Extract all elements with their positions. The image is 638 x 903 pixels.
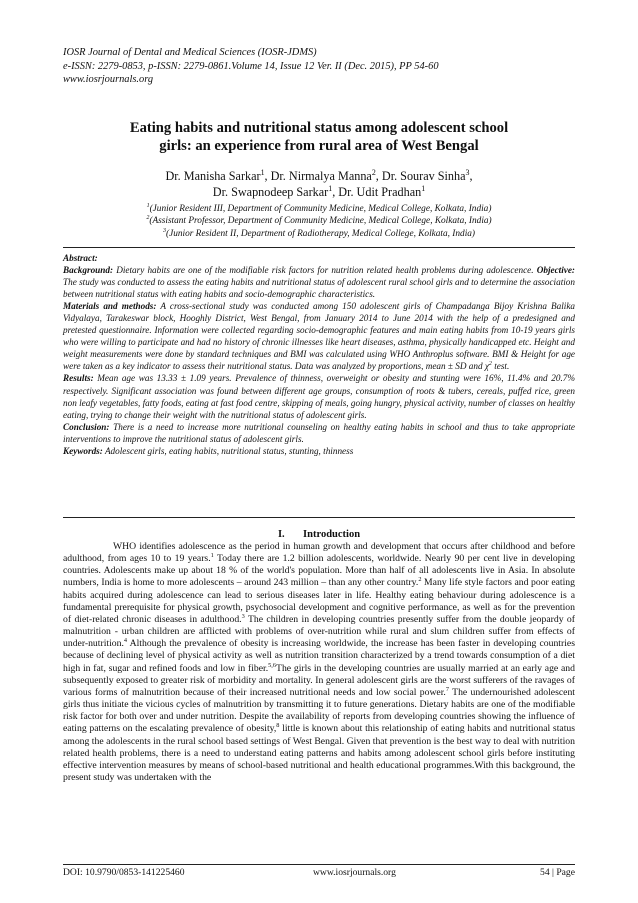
affiliations xyxy=(63,203,575,240)
abstract-text: Dietary habits are one of the modifiable risk factors for nutrition related health problems during adolescence. xyxy=(113,265,537,276)
affiliation-text: (Junior Resident II, Department of Radiotherapy, Medical College, Kolkata, India) xyxy=(165,228,476,239)
footer-rule xyxy=(63,864,575,865)
abstract-conclusion xyxy=(63,421,575,445)
author-name: , Dr. Nirmalya Manna xyxy=(264,169,372,183)
author-line-1 xyxy=(63,168,575,184)
abstract-text: The study was conducted to assess the eating habits and nutritional status of adolescent rural school girls and to determine the association between nutritional status with eating habits and socio-demographic characteristics. xyxy=(63,277,575,300)
affil-mark: 2 xyxy=(146,215,150,222)
journal-site: www.iosrjournals.org xyxy=(313,867,396,878)
page-footer xyxy=(63,866,575,880)
author-sep: , xyxy=(469,169,473,183)
citation: 1 xyxy=(210,551,214,559)
abstract xyxy=(63,252,575,457)
affil-mark: 1 xyxy=(260,167,265,177)
body-text: The undernourished adolescent girls thus initiate the vicious cycles of malnutrition by transmitting it to future generations. Dietary habits are one of the modifiable risk factor for both over and under nutrition. Despite the availability of reports from developing countries showing the influence of eating patterns on the escalating prevalence of obesity, xyxy=(63,686,575,735)
abstract-text: A cross-sectional study was conducted among 150 adolescent girls of Champadanga Bijoy Krishna Balika Vidyalaya, Tarakeswar block, Hooghly District, West Bengal, from January 2014 to June 2014 with the help of a predesigned and pretested questionnaire. Information were collected regarding socio-demographic features and main eating habits from 10-19 years girls who were willing to participate and had no history of chronic illnesses like heart diseases, asthma, physically handicapped etc. Height and weight measurements were done by standard techniques and BMI was calculated using WHO Anthroplus software. BMI & Height for age were taken as a key indicator to assess their nutritional status. Data was analyzed by proportions, mean ± SD and χ xyxy=(63,301,575,372)
abstract-label: Background: xyxy=(63,265,114,276)
affiliation-1 xyxy=(63,203,575,215)
affil-mark: 3 xyxy=(162,227,166,234)
citation: 3 xyxy=(241,612,245,620)
abstract-background xyxy=(63,264,575,300)
journal-header xyxy=(63,46,583,87)
citation: 7 xyxy=(445,685,450,693)
author-name: Dr. Manisha Sarkar xyxy=(165,169,261,183)
author-name: Dr. Swapnodeep Sarkar xyxy=(212,185,329,199)
affil-mark: 1 xyxy=(421,183,426,193)
abstract-label: Results: xyxy=(63,373,94,384)
abstract-heading: Abstract: xyxy=(63,253,98,263)
title-line-2: girls: an experience from rural area of West Bengal xyxy=(159,137,479,154)
section-heading xyxy=(63,528,575,541)
body-text: Today there are 1.2 billion adolescents, worldwide. Nearly 90 per cent live in developing countries. Adolescents make up about 18 % of the world's population. More than half of all adolescents live in Asia. In absolute numbers, India is home to more adolescents – around 243 million – than any other country. xyxy=(63,553,576,589)
section-title-text: Introduction xyxy=(303,529,361,540)
journal-name: IOSR Journal of Dental and Medical Sciences (IOSR-JDMS) xyxy=(63,47,317,58)
page-number: 54 | Page xyxy=(540,867,575,878)
affil-mark: 3 xyxy=(465,167,470,177)
abstract-label: Materials and methods: xyxy=(63,301,157,312)
doi: DOI: 10.9790/0853-141225460 xyxy=(63,867,185,878)
journal-website: www.iosrjournals.org xyxy=(63,74,154,86)
affil-mark: 1 xyxy=(146,202,150,209)
body-text: Many life style factors and poor eating habits acquired during adolescence can lead to serious diseases later in life. Healthy eating behaviour during adolescence is a fundamental prerequisite for physical growth, psychosocial development and cognitive performance, as well as for the prevention of diet-related chronic diseases in adulthood. xyxy=(63,577,575,625)
affil-mark: 2 xyxy=(371,167,376,177)
abstract-results xyxy=(63,372,575,420)
body-text: The girls in the developing countries are usually married at an early age and subsequently exposed to greater risk of morbidity and mortality. In general adolescent girls are the worst sufferers of the ravages of various forms of malnutrition because of their increased nutritional needs and low social power. xyxy=(63,662,575,698)
introduction-body xyxy=(63,541,575,784)
abstract-label: Conclusion: xyxy=(63,421,110,432)
abstract-label: Keywords: xyxy=(63,445,103,456)
chi-square-exponent: 2 xyxy=(488,361,492,368)
citation: 4 xyxy=(123,637,128,645)
body-text: Although the prevalence of obesity is increasing worldwide, the increase has been faster in developing countries because of declining level of physical activity as well as nutrition transition characterized by a trend towards consumption of a diet high in fat, sugar and refined foods and low in fiber. xyxy=(63,638,575,674)
introduction-paragraph xyxy=(63,541,575,784)
abstract-text: Adolescent girls, eating habits, nutritional status, stunting, thinness xyxy=(102,445,354,456)
citation: 2 xyxy=(418,576,422,584)
journal-issn: e-ISSN: 2279-0853, p-ISSN: 2279-0861.Volume 14, Issue 12 Ver. II (Dec. 2015), PP 54-60 xyxy=(63,60,439,72)
affiliation-text: (Assistant Professor, Department of Community Medicine, Medical College, Kolkata, India) xyxy=(149,216,492,227)
abstract-text: Mean age was 13.33 ± 1.09 years. Prevalence of thinness, overweight or obesity and stunting were 16%, 11.4% and 20.7% respectively. Significant association was found between different age groups, consumption of roots & tubers, cereals, puffed rice, green non leafy vegetables, fatty foods, eating at fast food centre, skipping of meals, going hungry, physical activity, number of classes on healthy eating, trying to change their weight with the nutritional status of adolescent girls. xyxy=(63,373,575,420)
body-text: The children in developing countries presently suffer from the double jeopardy of malnutrition - urban children are afflicted with problems of over-nutrition while rural and slum children suffer from effects of under-nutrition. xyxy=(63,613,575,650)
section-number: I. xyxy=(277,529,285,540)
body-text: little is known about this relationship of eating habits and nutritional status among the adolescents in the rural school based settings of West Bengal. Given that prevention is the best way to deal with nutrition related health problems, there is a need to understand eating patterns and habits among adolescent school girls before instituting effective intervention measures by means of school-based nutritional and health educational programmes.With this background, the present study was undertaken with the xyxy=(63,723,575,783)
author-list xyxy=(63,168,575,200)
body-text: WHO identifies adolescence as the period in human growth and development that occurs after childhood and before adulthood, from ages 10 to 19 years. xyxy=(63,541,575,565)
author-name: , Dr. Udit Pradhan xyxy=(332,185,422,199)
paper-title xyxy=(63,120,575,155)
citation: 8 xyxy=(276,722,280,730)
abstract-text: There is a need to increase more nutritional counseling on healthy eating habits in school and thus to take appropriate interventions to improve the nutritional status of adolescent girls. xyxy=(63,421,575,444)
affiliation-text: (Junior Resident III, Department of Community Medicine, Medical College, Kolkata, India) xyxy=(149,204,492,214)
abstract-bottom-rule xyxy=(63,517,575,518)
author-line-2 xyxy=(63,184,575,200)
affil-mark: 1 xyxy=(328,183,333,193)
abstract-methods xyxy=(63,300,575,372)
citation: 5,6 xyxy=(268,661,277,669)
abstract-label: Objective: xyxy=(536,265,575,276)
affiliation-2 xyxy=(63,215,575,227)
author-name: , Dr. Sourav Sinha xyxy=(375,169,466,183)
abstract-text: test. xyxy=(491,361,510,372)
abstract-keywords xyxy=(63,445,575,457)
title-line-1: Eating habits and nutritional status among adolescent school xyxy=(129,120,509,136)
abstract-top-rule xyxy=(63,247,575,248)
affiliation-3 xyxy=(63,228,575,240)
